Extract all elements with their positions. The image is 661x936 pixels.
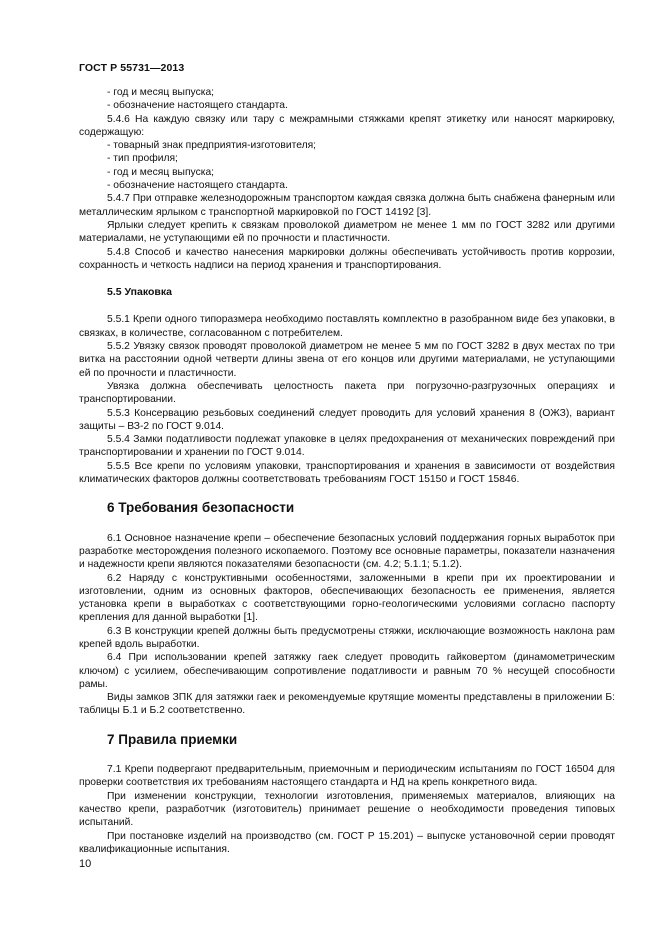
paragraph-6-3: 6.3 В конструкции крепей должны быть предусмотрены стяжки, исключающие возможность наклона рам крепей вдоль выработки. [79,625,615,650]
paragraph-6-2: 6.2 Наряду с конструктивными особенностями, заложенными в крепи при их проектировании и изготовлении, одним из основных факторов, обеспечивающих безопасность ее применения, является установка крепи в выработках с соответствующими горно-геологическими условиями согласно паспорту крепления для данной выработки [1]. [79,572,615,624]
paragraph-5-5-1: 5.5.1 Крепи одного типоразмера необходимо поставлять комплектно в разобранном виде без упаковки, в связках, в количестве, согласованном с потребителем. [79,314,615,339]
paragraph-7-1: 7.1 Крепи подвергают предварительным, приемочным и периодическим испытаниям по ГОСТ 16504 для проверки соответствия их требованиям настоящего стандарта и НД на крепь конкретного вида. [79,764,615,789]
list-item: - обозначение настоящего стандарта. [107,100,288,112]
paragraph-5-4-7: 5.4.7 При отправке железнодорожным транспортом каждая связка должна быть снабжена фанерным или металлическим ярлыком с транспортной маркировкой по ГОСТ 14192 [3]. [79,193,615,218]
section-heading-6: 6 Требования безопасности [107,500,295,516]
paragraph-6-1: 6.1 Основное назначение крепи – обеспечение безопасных условий поддержания горных выработок при разработке месторождения полезного ископаемого. Поэтому все основные параметры, показатели назначения и надежности крепи являются показателями безопасности (см. 4.2; 5.1.1; 5.1.2). [79,532,615,571]
list-item: - год и месяц выпуска; [107,166,215,178]
document-header: ГОСТ Р 55731—2013 [79,62,185,74]
paragraph-5-4-7-labels: Ярлыки следует крепить к связкам проволокой диаметром не менее 1 мм по ГОСТ 3282 или другими материалами, не уступающими ей по прочности и пластичности. [79,219,615,245]
paragraph-6-4-locks: Виды замков ЗПК для затяжки гаек и рекомендуемые крутящие моменты представлены в приложении Б: таблицы Б.1 и Б.2 соответственно. [79,692,615,717]
paragraph-5-4-8: 5.4.8 Способ и качество нанесения маркировки должны обеспечивать устойчивость против коррозии, сохранность и четкость надписи на период хранения и транспортирования. [79,246,615,271]
paragraph-7-1-changes: При изменении конструкции, технологии изготовления, применяемых материалов, влияющих на качество крепи, разработчик (изготовитель) принимает решение о необходимости проведения типовых испытаний. [79,790,615,829]
list-item: - товарный знак предприятия-изготовителя; [107,140,317,152]
paragraph-6-4: 6.4 При использовании крепей затяжку гаек следует проводить гайковертом (динамометрическим ключом) с усилием, обеспечивающим сопротивление податливости и равным 70 % несущей способности рамы. [79,652,615,690]
paragraph-5-5-4: 5.5.4 Замки податливости подлежат упаковке в целях предохранения от механических повреждений при транспортировании и хранении по ГОСТ 9.014. [79,434,615,459]
paragraph-5-5-3: 5.5.3 Консервацию резьбовых соединений следует проводить для условий хранения 8 (ОЖЗ), вариант защиты – ВЗ-2 по ГОСТ 9.014. [79,407,615,432]
list-item: - обозначение настоящего стандарта. [107,180,288,192]
page-number: 10 [79,858,92,870]
section-heading-5-5: 5.5 Упаковка [107,286,172,299]
paragraph-7-1-production: При постановке изделий на производство (см. ГОСТ Р 15.201) – выпуске установочной серии проводят квалификационные испытания. [79,830,615,855]
paragraph-5-4-6: 5.4.6 На каждую связку или тару с межрамными стяжками крепят этикетку или наносят маркировку, содержащую: [79,113,615,138]
paragraph-5-5-5: 5.5.5 Все крепи по условиям упаковки, транспортирования и хранения в зависимости от воздействия климатических факторов должны соответствовать требованиям ГОСТ 15150 и ГОСТ 15846. [79,460,615,486]
paragraph-5-5-2: 5.5.2 Увязку связок проводят проволокой диаметром не менее 5 мм по ГОСТ 3282 в двух местах по три витка на расстоянии одной четверти длины звена от его концов или другими материалами, не уступающими ей по прочности и пластичности. [79,341,615,379]
list-item: - тип профиля; [107,153,178,165]
page-body [79,86,615,856]
list-item: - год и месяц выпуска; [107,87,215,98]
section-heading-7: 7 Правила приемки [107,731,238,747]
paragraph-5-5-2-integrity: Увязка должна обеспечивать целостность пакета при погрузочно-разгрузочных операциях и транспортировании. [79,380,615,406]
